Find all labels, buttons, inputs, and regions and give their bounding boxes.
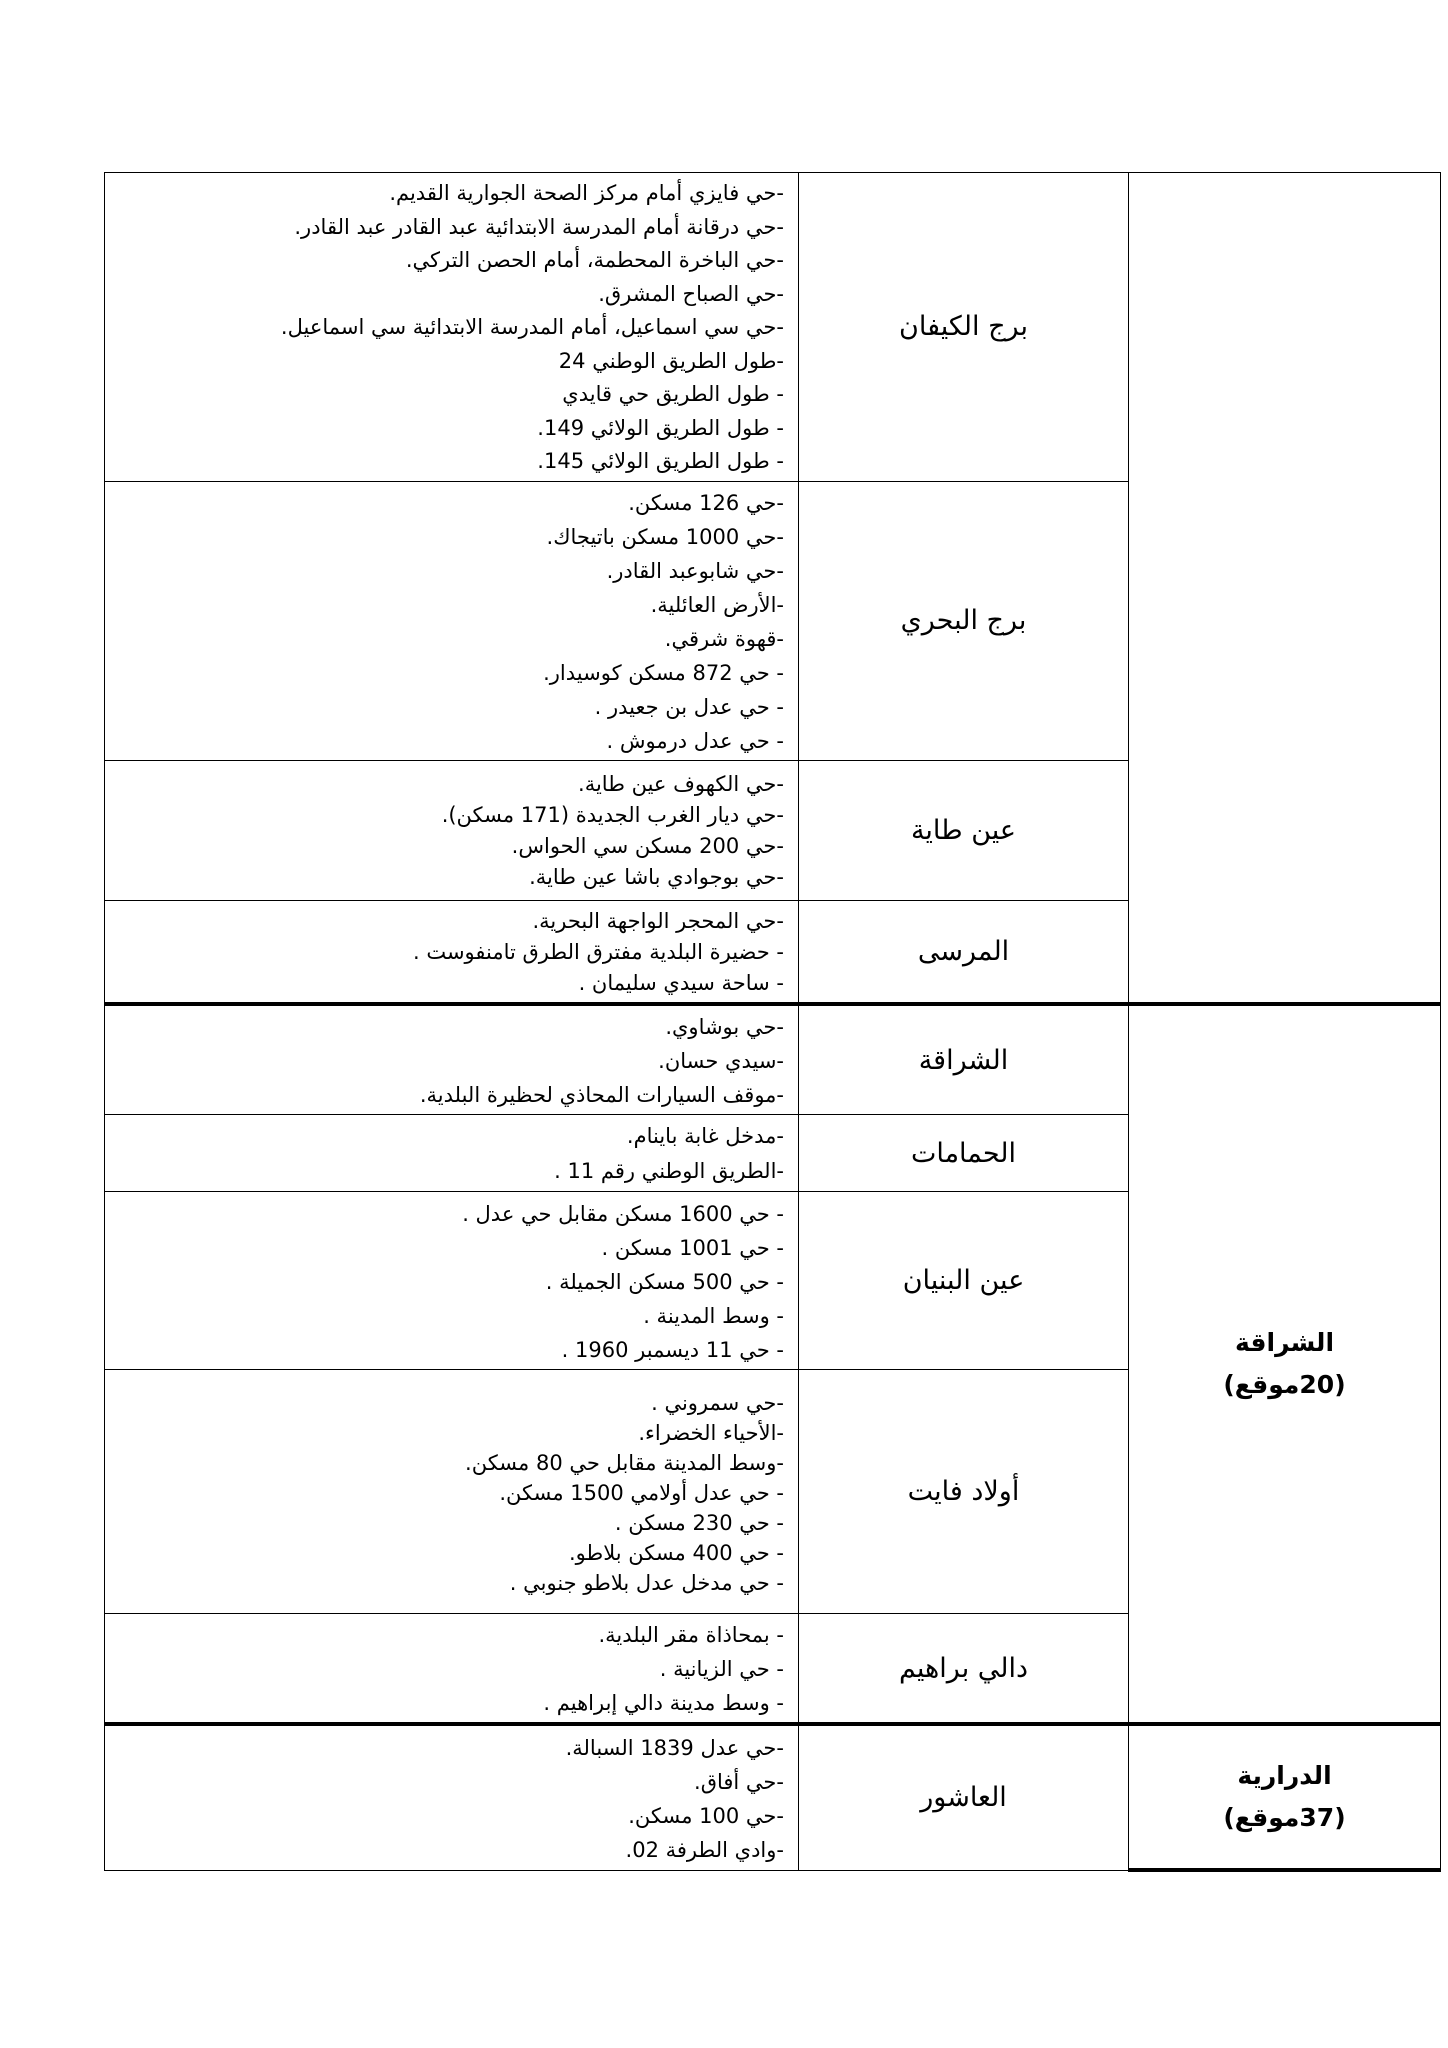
site-item: -حي شابوعبد القادر. bbox=[606, 558, 784, 583]
commune-name: عين البنيان bbox=[799, 1192, 1129, 1370]
site-item: - بمحاذاة مقر البلدية. bbox=[598, 1623, 784, 1647]
commune-name: الشراقة bbox=[799, 1004, 1129, 1115]
district-cell bbox=[1129, 1724, 1441, 1870]
site-item: -الأحياء الخضراء. bbox=[638, 1420, 784, 1445]
district-site-count: (20موقع) bbox=[1223, 1370, 1346, 1399]
site-item: - حي 500 مسكن الجميلة . bbox=[545, 1269, 784, 1294]
site-item: - وسط مدينة دالي إبراهيم . bbox=[543, 1691, 784, 1715]
site-item: - حضيرة البلدية مفترق الطرق تامنفوست . bbox=[412, 939, 784, 964]
site-item: -حي الباخرة المحطمة، أمام الحصن التركي. bbox=[405, 248, 784, 272]
district-name: الدرارية bbox=[1237, 1761, 1332, 1790]
sites-list bbox=[105, 760, 799, 900]
site-item: -حي ديار الغرب الجديدة (171 مسكن). bbox=[441, 803, 784, 827]
site-item: -حي 100 مسكن. bbox=[628, 1803, 784, 1828]
site-item: -حي أفاق. bbox=[694, 1769, 784, 1794]
site-item: - طول الطريق الولائي 145. bbox=[537, 449, 784, 473]
commune-name: الحمامات bbox=[799, 1115, 1129, 1192]
sites-list bbox=[105, 1614, 799, 1725]
site-item: -حي الكهوف عين طاية. bbox=[578, 772, 784, 796]
site-item: - حي 11 ديسمبر 1960 . bbox=[561, 1337, 784, 1362]
commune-name: المرسى bbox=[799, 900, 1129, 1004]
table-row bbox=[105, 1004, 1441, 1115]
commune-name: برج الكيفان bbox=[799, 173, 1129, 482]
site-item: -حي بوجوادي باشا عين طاية. bbox=[529, 865, 784, 889]
site-item: - طول الطريق حي قايدي bbox=[562, 382, 784, 406]
commune-name: العاشور bbox=[799, 1724, 1129, 1870]
site-item: -حي 200 مسكن سي الحواس. bbox=[511, 834, 784, 858]
commune-name: عين طاية bbox=[799, 760, 1129, 900]
commune-name: أولاد فايت bbox=[799, 1370, 1129, 1614]
sites-list bbox=[105, 1724, 799, 1870]
site-item: -حي 126 مسكن. bbox=[628, 490, 784, 515]
sites-list bbox=[105, 1115, 799, 1192]
site-item: -حي درقانة أمام المدرسة الابتدائية عبد القادر عبد القادر. bbox=[294, 214, 784, 239]
site-item: - ساحة سيدي سليمان . bbox=[578, 970, 784, 995]
site-item: -قهوة شرقي. bbox=[664, 626, 784, 651]
site-item: - حي عدل بن جعيدر . bbox=[594, 694, 784, 719]
sites-table bbox=[104, 172, 1441, 1872]
site-item: - حي 400 مسكن بلاطو. bbox=[568, 1540, 784, 1565]
sites-list bbox=[105, 1192, 799, 1370]
site-item: -حي عدل 1839 السبالة. bbox=[565, 1735, 784, 1760]
site-item: -مدخل غابة باينام. bbox=[626, 1124, 784, 1148]
site-item: -حي بوشاوي. bbox=[665, 1015, 784, 1039]
site-item: - حي 1001 مسكن . bbox=[601, 1235, 784, 1260]
district-site-count: (37موقع) bbox=[1223, 1803, 1346, 1832]
site-item: -حي 1000 مسكن باتيجاك. bbox=[546, 524, 784, 549]
site-item: - حي مدخل عدل بلاطو جنوبي . bbox=[509, 1570, 784, 1595]
site-item: - طول الطريق الولائي 149. bbox=[537, 415, 784, 440]
table-row bbox=[105, 173, 1441, 482]
sites-list bbox=[105, 1004, 799, 1115]
site-item: - حي عدل أولامي 1500 مسكن. bbox=[499, 1480, 784, 1505]
sites-list bbox=[105, 481, 799, 760]
sites-list bbox=[105, 173, 799, 482]
site-item: - حي 1600 مسكن مقابل حي عدل . bbox=[462, 1201, 784, 1226]
commune-name: برج البحري bbox=[799, 481, 1129, 760]
site-item: - حي 230 مسكن . bbox=[614, 1510, 784, 1535]
site-item: -حي فايزي أمام مركز الصحة الجوارية القديم. bbox=[389, 181, 784, 205]
site-item: -الأرض العائلية. bbox=[650, 592, 784, 617]
site-item: -حي سي اسماعيل، أمام المدرسة الابتدائية سي اسماعيل. bbox=[280, 315, 784, 339]
site-item: -وسط المدينة مقابل حي 80 مسكن. bbox=[465, 1450, 784, 1475]
site-item: -موقف السيارات المحاذي لحظيرة البلدية. bbox=[419, 1083, 784, 1107]
district-cell bbox=[1129, 1004, 1441, 1724]
district-cell bbox=[1129, 173, 1441, 1005]
sites-list bbox=[105, 1370, 799, 1614]
site-item: - حي عدل درموش . bbox=[606, 728, 784, 753]
sites-list bbox=[105, 900, 799, 1004]
site-item: -وادي الطرفة 02. bbox=[625, 1837, 784, 1862]
site-item: -الطريق الوطني رقم 11 . bbox=[554, 1159, 784, 1183]
site-item: -حي الصباح المشرق. bbox=[598, 281, 784, 306]
district-name: الشراقة bbox=[1234, 1328, 1335, 1357]
site-item: -حي سمروني . bbox=[651, 1390, 784, 1415]
site-item: - حي 872 مسكن كوسيدار. bbox=[543, 660, 784, 685]
site-item: - حي الزيانية . bbox=[659, 1657, 784, 1681]
commune-name: دالي براهيم bbox=[799, 1614, 1129, 1725]
site-item: -حي المحجر الواجهة البحرية. bbox=[532, 908, 784, 933]
site-item: -سيدي حسان. bbox=[658, 1049, 784, 1073]
table-row bbox=[105, 1724, 1441, 1870]
site-item: - وسط المدينة . bbox=[643, 1303, 784, 1328]
site-item: -طول الطريق الوطني 24 bbox=[558, 348, 784, 373]
